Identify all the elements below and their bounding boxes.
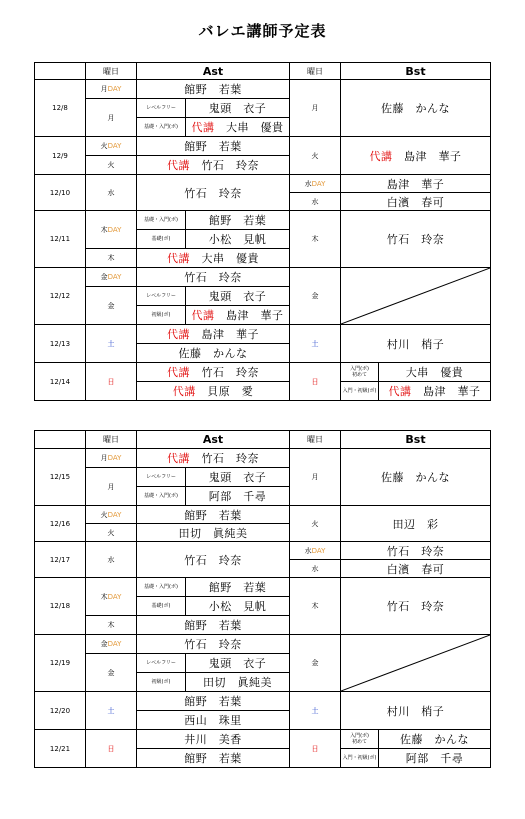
ast-teacher: 館野 若葉 (137, 749, 290, 768)
bst-teacher: 佐藤 かんな (379, 730, 491, 749)
ast-teacher: 鬼頭 衣子 (186, 99, 290, 118)
b-weekday: 月 (290, 80, 341, 137)
ast-teacher: 西山 珠里 (137, 711, 290, 730)
class-level: 基礎(ボ) (137, 230, 186, 249)
class-level: レベルフリー (137, 287, 186, 306)
ast-teacher: 館野 若葉 (137, 137, 290, 156)
ast-teacher: 鬼頭 衣子 (186, 287, 290, 306)
class-level: 入門・初級(ボ) (341, 382, 379, 401)
weekday: 木 (86, 616, 137, 635)
b-day-class-label: 水DAY (290, 542, 341, 560)
class-level: 初級(ボ) (137, 306, 186, 325)
class-level: 初級(ボ) (137, 673, 186, 692)
day-class-label: 月DAY (86, 449, 137, 468)
bst-teacher-sub: 代講 島津 華子 (379, 382, 491, 401)
day-class-label: 金DAY (86, 635, 137, 654)
class-level: レベルフリー (137, 654, 186, 673)
ast-teacher: 館野 若葉 (186, 578, 290, 597)
date-cell: 12/14 (35, 363, 86, 401)
schedule-table-week1 (34, 62, 491, 401)
class-level: 入門(ボ) 初めて (341, 363, 379, 382)
bst-teacher: 田辺 彩 (341, 506, 491, 542)
date-cell: 12/9 (35, 137, 86, 175)
date-cell: 12/20 (35, 692, 86, 730)
bst-teacher: 佐藤 かんな (341, 80, 491, 137)
date-cell: 12/18 (35, 578, 86, 635)
date-cell: 12/19 (35, 635, 86, 692)
ast-teacher-sub: 代講 竹石 玲奈 (137, 363, 290, 382)
class-level: レベルフリー (137, 468, 186, 487)
ast-teacher: 竹石 玲奈 (137, 635, 290, 654)
weekday: 月 (86, 99, 137, 137)
ast-teacher: 館野 若葉 (137, 80, 290, 99)
bst-teacher: 佐藤 かんな (341, 449, 491, 506)
class-level: 基礎・入門(ボ) (137, 118, 186, 137)
weekday: 日 (86, 730, 137, 768)
ast-teacher: 竹石 玲奈 (137, 268, 290, 287)
bst-teacher-sub: 代講 島津 華子 (341, 137, 491, 175)
weekday: 土 (86, 325, 137, 363)
ast-teacher-sub: 代講 島津 華子 (186, 306, 290, 325)
bst-teacher: 竹石 玲奈 (341, 578, 491, 635)
class-level: 入門(ボ) 初めて (341, 730, 379, 749)
b-weekday: 火 (290, 137, 341, 175)
class-level: 入門・初級(ボ) (341, 749, 379, 768)
ast-teacher: 館野 若葉 (137, 506, 290, 524)
weekday: 日 (86, 363, 137, 401)
ast-teacher-sub: 代講 竹石 玲奈 (137, 449, 290, 468)
weekday: 火 (86, 156, 137, 175)
date-cell: 12/16 (35, 506, 86, 542)
b-weekday: 月 (290, 449, 341, 506)
bst-teacher: 竹石 玲奈 (341, 542, 491, 560)
day-class-label: 火DAY (86, 137, 137, 156)
date-cell: 12/15 (35, 449, 86, 506)
header-bst: Bst (341, 431, 491, 449)
day-class-label: 木DAY (86, 211, 137, 249)
class-level: 基礎・入門(ボ) (137, 487, 186, 506)
ast-teacher-sub: 代講 大串 優貴 (186, 118, 290, 137)
class-level: 基礎・入門(ボ) (137, 211, 186, 230)
class-level: 基礎・入門(ボ) (137, 578, 186, 597)
ast-teacher: 小松 見帆 (186, 597, 290, 616)
bst-teacher: 阿部 千尋 (379, 749, 491, 768)
ast-teacher: 田切 眞純美 (137, 524, 290, 542)
date-cell: 12/8 (35, 80, 86, 137)
bst-teacher: 白濱 春可 (341, 193, 491, 211)
ast-teacher: 館野 若葉 (137, 616, 290, 635)
class-level: 基礎(ボ) (137, 597, 186, 616)
ast-teacher: 井川 美香 (137, 730, 290, 749)
header-youbi-b: 曜日 (290, 63, 341, 80)
bst-teacher: 大串 優貴 (379, 363, 491, 382)
header-date-cell (35, 63, 86, 80)
b-weekday: 火 (290, 506, 341, 542)
weekday: 水 (86, 542, 137, 578)
b-weekday: 木 (290, 578, 341, 635)
date-cell: 12/10 (35, 175, 86, 211)
ast-teacher: 佐藤 かんな (137, 344, 290, 363)
date-cell: 12/17 (35, 542, 86, 578)
b-weekday: 木 (290, 211, 341, 268)
ast-teacher: 阿部 千尋 (186, 487, 290, 506)
b-weekday: 金 (290, 268, 341, 325)
b-weekday: 水 (290, 193, 341, 211)
weekday: 金 (86, 287, 137, 325)
b-weekday: 土 (290, 325, 341, 363)
header-date-cell (35, 431, 86, 449)
ast-teacher-sub: 代講 島津 華子 (137, 325, 290, 344)
bst-teacher: 島津 華子 (341, 175, 491, 193)
weekday: 水 (86, 175, 137, 211)
ast-teacher: 鬼頭 衣子 (186, 468, 290, 487)
bst-empty-slash (341, 635, 491, 692)
weekday: 木 (86, 249, 137, 268)
header-youbi-a: 曜日 (86, 431, 137, 449)
header-youbi-a: 曜日 (86, 63, 137, 80)
date-cell: 12/13 (35, 325, 86, 363)
bst-teacher: 村川 梢子 (341, 692, 491, 730)
ast-teacher: 小松 見帆 (186, 230, 290, 249)
page-title: バレエ講師予定表 (198, 22, 327, 40)
b-weekday: 日 (290, 730, 341, 768)
ast-teacher: 館野 若葉 (186, 211, 290, 230)
ast-teacher: 田切 眞純美 (186, 673, 290, 692)
bst-teacher: 竹石 玲奈 (341, 211, 491, 268)
ast-teacher: 館野 若葉 (137, 692, 290, 711)
date-cell: 12/11 (35, 211, 86, 268)
header-ast: Ast (137, 63, 290, 80)
ast-teacher: 鬼頭 衣子 (186, 654, 290, 673)
weekday: 土 (86, 692, 137, 730)
date-cell: 12/12 (35, 268, 86, 325)
ast-teacher-sub: 代講 竹石 玲奈 (137, 156, 290, 175)
ast-teacher: 竹石 玲奈 (137, 175, 290, 211)
b-day-class-label: 水DAY (290, 175, 341, 193)
b-weekday: 土 (290, 692, 341, 730)
ast-teacher-sub: 代講 大串 優貴 (137, 249, 290, 268)
weekday: 月 (86, 468, 137, 506)
day-class-label: 火DAY (86, 506, 137, 524)
weekday: 金 (86, 654, 137, 692)
header-bst: Bst (341, 63, 491, 80)
bst-empty-slash (341, 268, 491, 325)
b-weekday: 日 (290, 363, 341, 401)
date-cell: 12/21 (35, 730, 86, 768)
weekday: 火 (86, 524, 137, 542)
ast-teacher: 竹石 玲奈 (137, 542, 290, 578)
header-ast: Ast (137, 431, 290, 449)
b-weekday: 金 (290, 635, 341, 692)
b-weekday: 水 (290, 560, 341, 578)
bst-teacher: 白濱 春可 (341, 560, 491, 578)
day-class-label: 金DAY (86, 268, 137, 287)
day-class-label: 木DAY (86, 578, 137, 616)
schedule-table-week2 (34, 430, 491, 768)
day-class-label: 月DAY (86, 80, 137, 99)
class-level: レベルフリー (137, 99, 186, 118)
header-youbi-b: 曜日 (290, 431, 341, 449)
bst-teacher: 村川 梢子 (341, 325, 491, 363)
ast-teacher-sub: 代講 貝原 愛 (137, 382, 290, 401)
